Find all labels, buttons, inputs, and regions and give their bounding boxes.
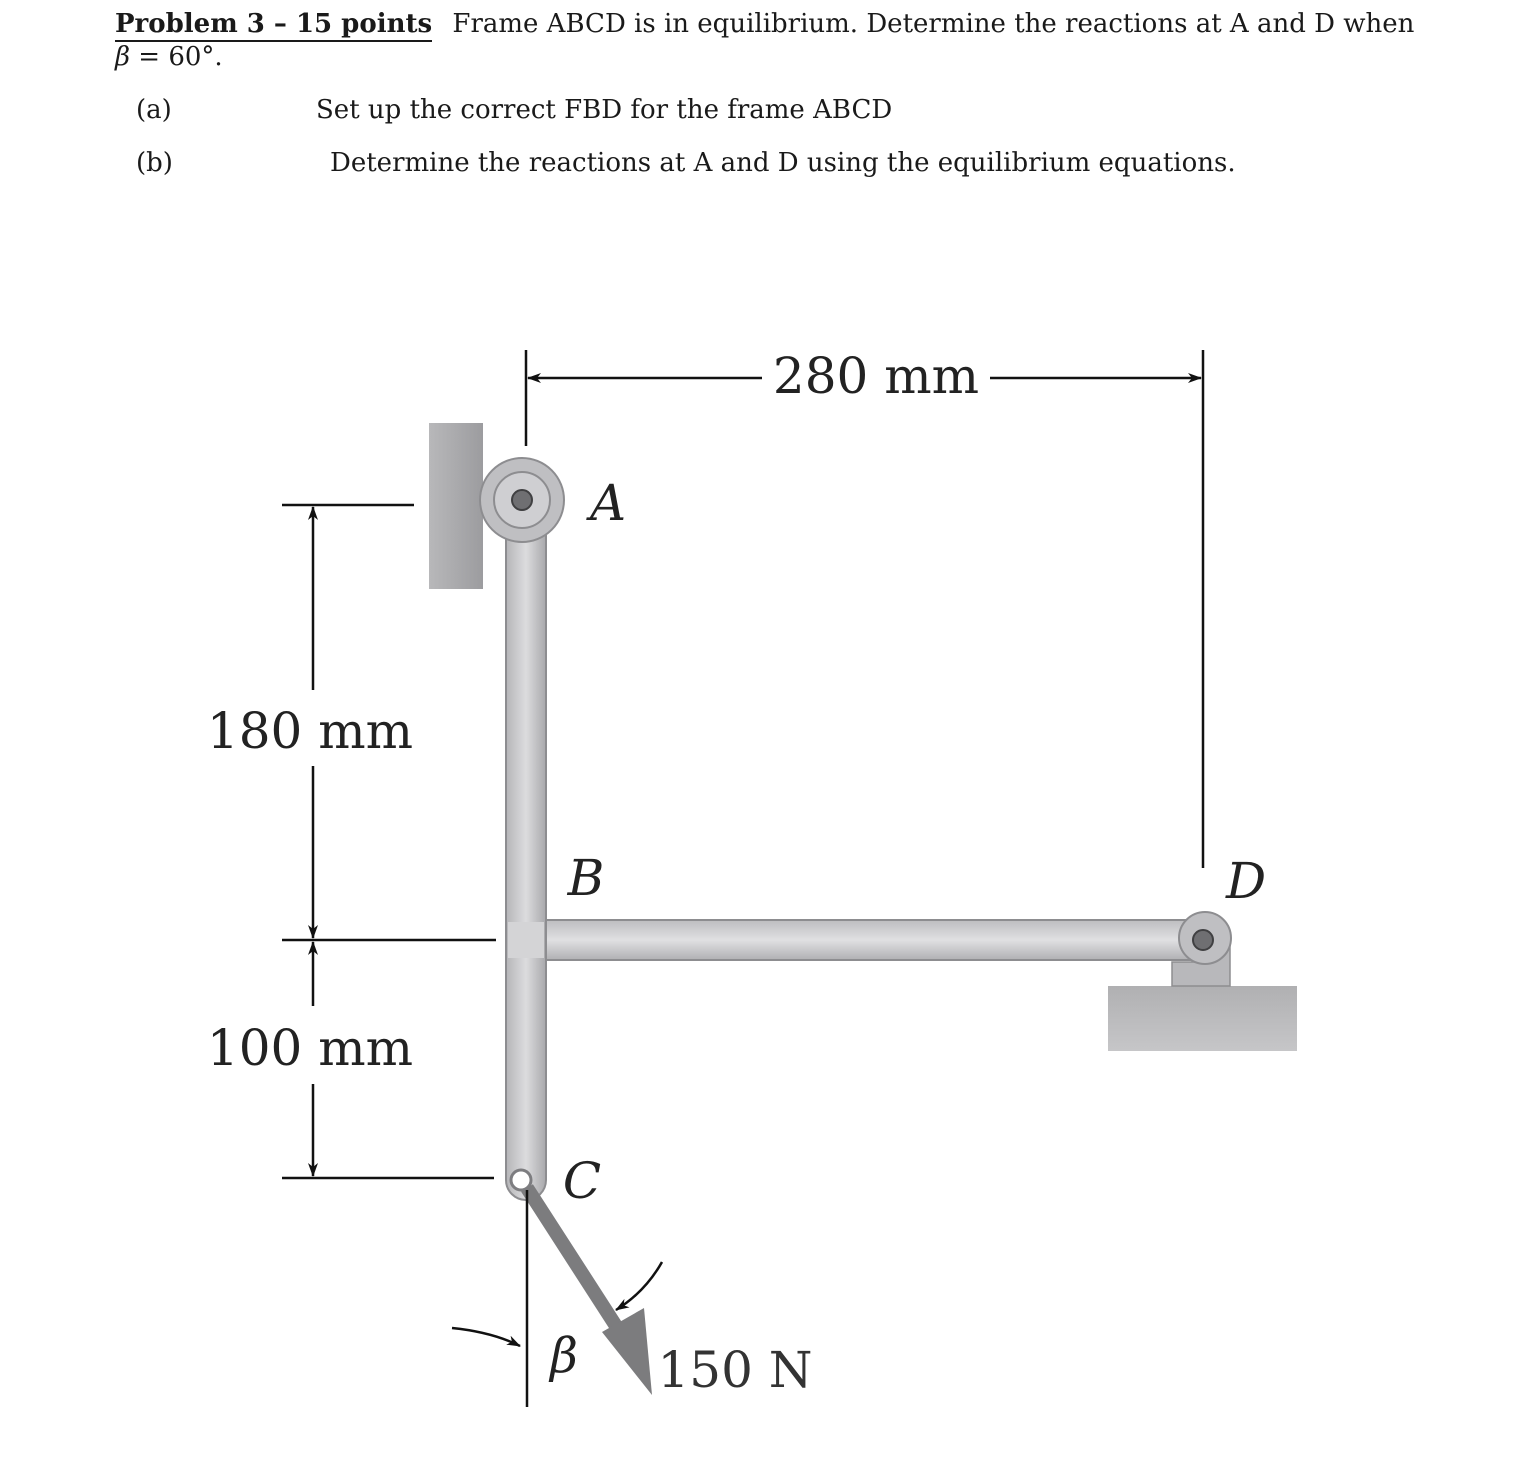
problem-text: Frame ABCD is in equilibrium. Determine the reactions at A and D when xyxy=(452,9,1415,39)
beta-arrow-right xyxy=(616,1262,662,1310)
beta-arrow-left xyxy=(452,1328,520,1346)
part-b-text: Determine the reactions at A and D using the equilibrium equations. xyxy=(330,148,1236,178)
label-c: C xyxy=(562,1152,602,1210)
pin-a xyxy=(512,490,532,510)
part-a-text: Set up the correct FBD for the frame ABCD xyxy=(316,95,893,125)
dim-180-label: 180 mm xyxy=(206,702,414,760)
member-bd xyxy=(522,920,1212,960)
label-a: A xyxy=(589,474,627,532)
problem-title: Problem 3 – 15 points xyxy=(115,9,432,42)
pin-d xyxy=(1193,930,1213,950)
label-d: D xyxy=(1225,852,1267,910)
wall-support xyxy=(429,423,483,589)
force-label: 150 N xyxy=(657,1341,813,1399)
member-ac xyxy=(506,490,546,1200)
beta-symbol: β xyxy=(115,42,131,72)
force-arrow-shaft xyxy=(527,1188,625,1340)
pin-c xyxy=(511,1170,531,1190)
ground-support xyxy=(1108,986,1297,1051)
angle-beta-label: β xyxy=(550,1328,578,1384)
part-b-label: (b) xyxy=(136,148,173,178)
dim-280-label: 280 mm xyxy=(772,347,980,405)
label-b: B xyxy=(567,849,605,907)
beta-value: = 60°. xyxy=(130,42,223,72)
joint-b xyxy=(508,922,544,958)
dim-100-label: 100 mm xyxy=(206,1019,414,1077)
part-a-label: (a) xyxy=(136,95,172,125)
